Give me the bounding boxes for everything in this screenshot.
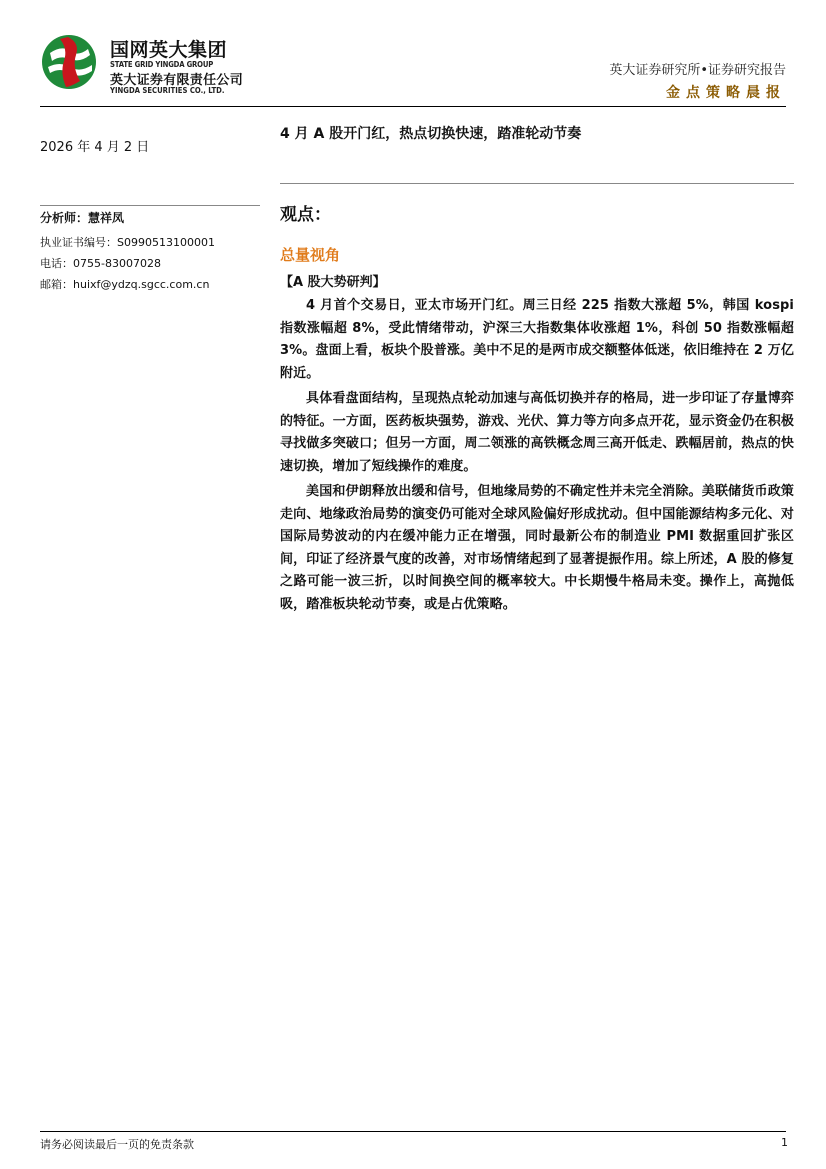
body-paragraph: 具体看盘面结构，呈现热点轮动加速与高低切换并存的格局，进一步印证了存量博弈的特征。一方面，医药板块强势，游戏、光伏、算力等方向多点开花，显示资金仍在积极寻找做多突破口；但另一方面，周二领涨的高铁概念周三高开低走、跌幅居前，热点的快速切换，增加了短线操作的难度。 <box>280 391 794 474</box>
subsection-heading: 【A 股大势研判】 <box>280 275 386 290</box>
analyst-divider <box>40 205 260 206</box>
analyst-email: 邮箱：huixf@ydzq.sgcc.com.cn <box>40 278 210 291</box>
title-divider <box>280 183 794 184</box>
footer-divider <box>40 1131 786 1132</box>
analyst-phone: 电话：0755-83007028 <box>40 257 161 270</box>
yingda-globe-logo-icon <box>40 33 98 91</box>
analyst-cert: 执业证书编号：S0990513100001 <box>40 236 215 249</box>
header-divider <box>40 106 786 107</box>
report-date: 2026 年 4 月 2 日 <box>40 140 150 155</box>
logo-securities-name-cn: 英大证券有限责任公司 <box>110 73 244 88</box>
report-title: 4 月 A 股开门红，热点切换快速，踏准轮动节奏 <box>280 126 582 142</box>
institute-label: 英大证券研究所•证券研究报告 <box>609 63 786 78</box>
analyst-name: 分析师：慧祥凤 <box>40 211 125 225</box>
logo-group-name-en: STATE GRID YINGDA GROUP <box>110 60 214 69</box>
page-number: 1 <box>781 1136 788 1149</box>
body-paragraph: 4 月首个交易日，亚太市场开门红。周三日经 225 指数大涨超 5%，韩国 kospi 指数涨幅超 8%，受此情绪带动，沪深三大指数集体收涨超 1%，科创 50 指数涨幅超 3%。盘面上看，板块个股普涨。美中不足的是两市成交额整体低迷，依旧维持在 2 万亿附近。 <box>280 298 794 381</box>
view-heading: 观点： <box>280 205 331 225</box>
body-paragraph: 美国和伊朗释放出缓和信号，但地缘局势的不确定性并未完全消除。美联储货币政策走向、地缘政治局势的演变仍可能对全球风险偏好形成扰动。但中国能源结构多元化、对国际局势波动的内在缓冲能力正在增强，同时最新公布的制造业 PMI 数据重回扩张区间，印证了经济景气度的改善，对市场情绪起到了显著提振作用。综上所述，A 股的修复之路可能一波三折，以时间换空间的概率较大。中长期慢牛格局未变。操作上，高抛低吸，踏准板块轮动节奏，或是占优策略。 <box>280 484 794 612</box>
footer-disclaimer: 请务必阅读最后一页的免责条款 <box>40 1138 194 1151</box>
company-logo <box>40 33 280 95</box>
report-type-label: 金点策略晨报 <box>666 85 786 101</box>
logo-group-name-cn: 国网英大集团 <box>110 39 228 61</box>
logo-securities-name-en: YINGDA SECURITIES CO., LTD. <box>110 86 225 95</box>
section-heading: 总量视角 <box>280 246 341 264</box>
